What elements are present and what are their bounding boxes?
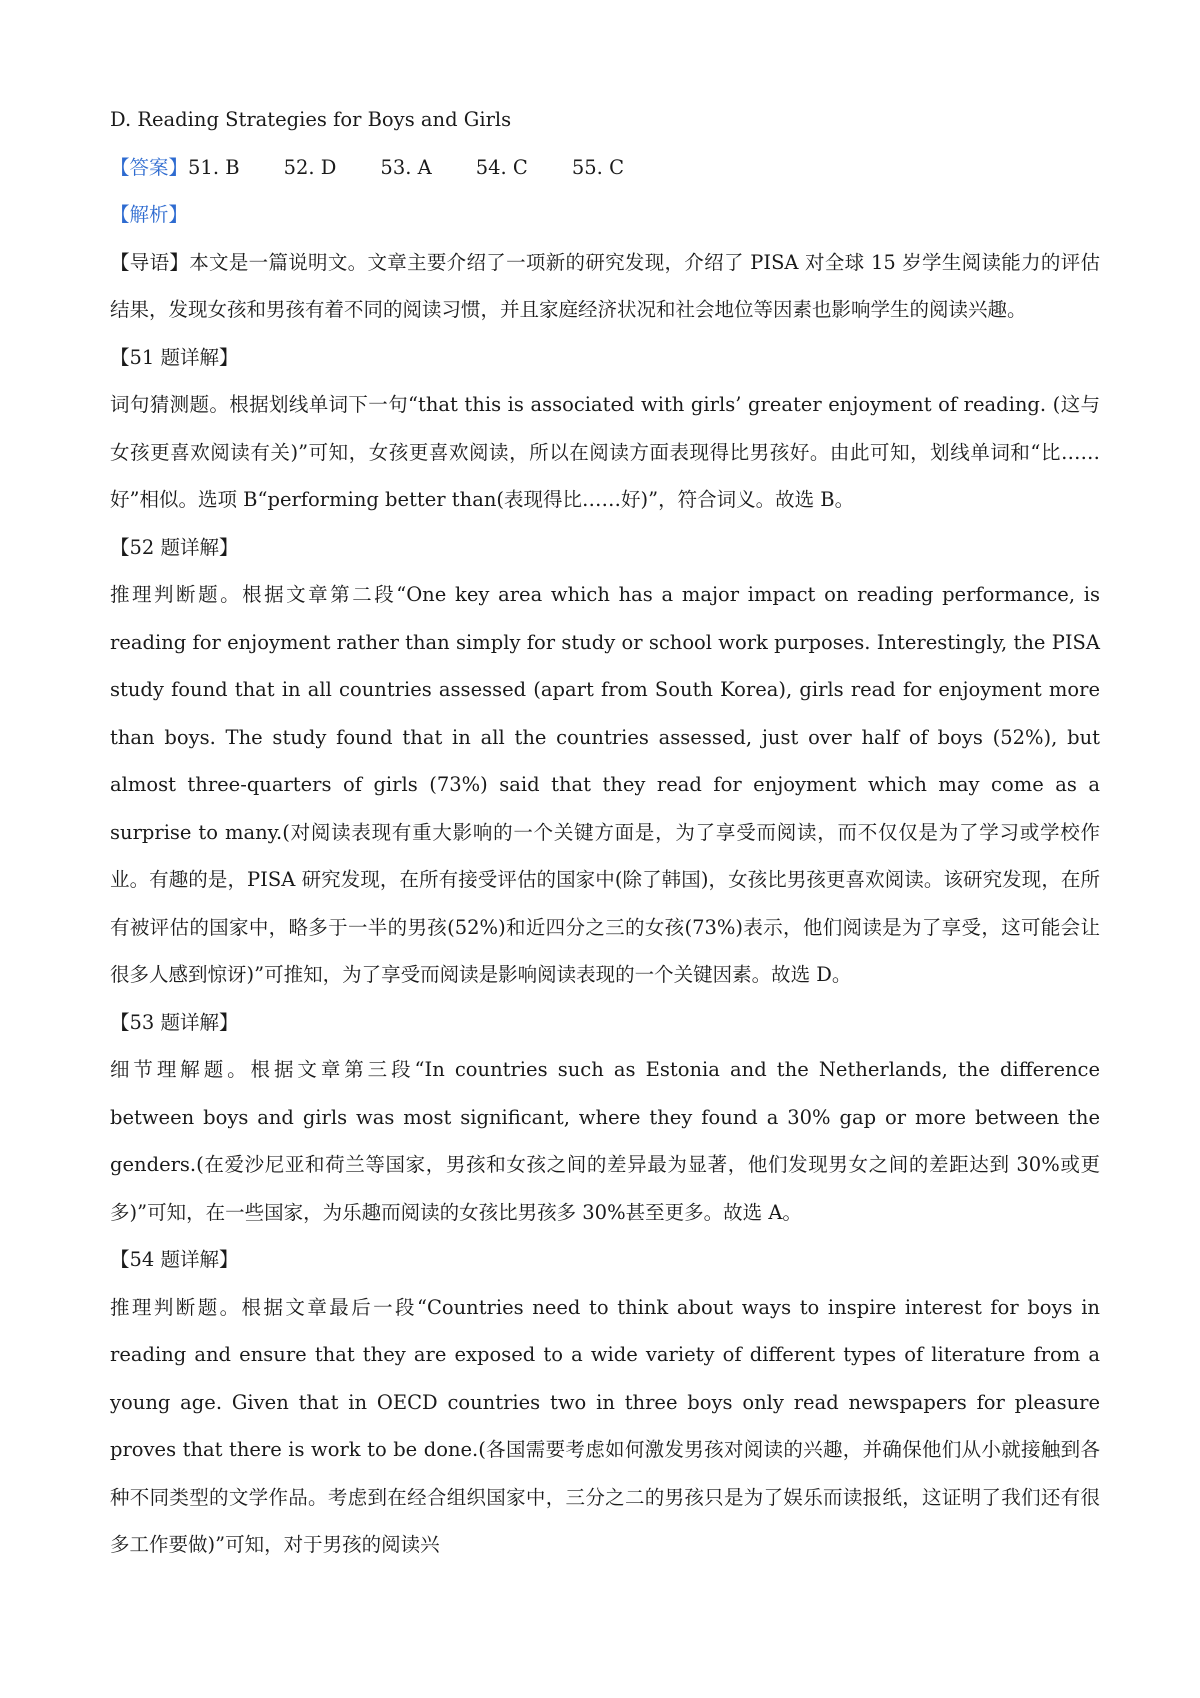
answer-55: 55. C (571, 155, 624, 179)
q51-heading: 【51 题详解】 (110, 345, 239, 369)
q52-heading: 【52 题详解】 (110, 535, 239, 559)
answer-label: 【答案】 (110, 155, 189, 179)
answer-51: 51. B (188, 155, 240, 179)
q51-explanation: 词句猜测题。根据划线单词下一句“that this is associated with girls’ greater enjoyment of reading. (这与女孩更喜欢阅读有关)”可知，女孩更喜欢阅读，所以在阅读方面表现得比男孩好。由此可知，划线单词和“比……好”相似。选项 B“performing better than(表现得比……好)”，符合词义。故选 B。 (110, 393, 1100, 511)
document-page (110, 96, 1100, 1569)
q53-heading: 【53 题详解】 (110, 1010, 239, 1034)
answer-52: 52. D (283, 155, 337, 179)
answer-53: 53. A (380, 155, 432, 179)
analysis-label: 【解析】 (110, 203, 189, 226)
answer-54: 54. C (475, 155, 528, 179)
answer-line (110, 144, 1100, 192)
q52-explanation: 推理判断题。根据文章第二段“One key area which has a major impact on reading performance, is reading for enjoyment rather than simply for study or school work purposes. Interestingly, the PISA study found that in all countries assessed (apart from South Korea), girls read for enjoyment more than boys. The study found that in all the countries assessed, just over half of boys (52%), but almost three-quarters of girls (73%) said that they read for enjoyment which may come as a surprise to many.(对阅读表现有重大影响的一个关键方面是，为了享受而阅读，而不仅仅是为了学习或学校作业。有趣的是，PISA 研究发现，在所有接受评估的国家中(除了韩国)，女孩比男孩更喜欢阅读。该研究发现，在所有被评估的国家中，略多于一半的男孩(52%)和近四分之三的女孩(73%)表示，他们阅读是为了享受，这可能会让很多人感到惊讶)”可推知，为了享受而阅读是影响阅读表现的一个关键因素。故选 D。 (110, 583, 1100, 986)
option-d-text: D. Reading Strategies for Boys and Girls (110, 108, 512, 131)
q54-explanation: 推理判断题。根据文章最后一段“Countries need to think about ways to inspire interest for boys in reading and ensure that they are exposed to a wide variety of different types of literature from a young age. Given that in OECD countries two in three boys only read newspapers for pleasure proves that there is work to be done.(各国需要考虑如何激发男孩对阅读的兴趣，并确保他们从小就接触到各种不同类型的文学作品。考虑到在经合组织国家中，三分之二的男孩只是为了娱乐而读报纸，这证明了我们还有很多工作要做)”可知，对于男孩的阅读兴 (110, 1295, 1100, 1556)
q54-heading: 【54 题详解】 (110, 1248, 239, 1271)
q53-explanation: 细节理解题。根据文章第三段“In countries such as Estonia and the Netherlands, the difference between boys and girls was most significant, where they found a 30% gap or more between the genders.(在爱沙尼亚和荷兰等国家，男孩和女孩之间的差异最为显著，他们发现男女之间的差距达到 30%或更多)”可知，在一些国家，为乐趣而阅读的女孩比男孩多 30%甚至更多。故选 A。 (110, 1058, 1100, 1224)
intro-paragraph: 【导语】本文是一篇说明文。文章主要介绍了一项新的研究发现，介绍了 PISA 对全球 15 岁学生阅读能力的评估结果，发现女孩和男孩有着不同的阅读习惯，并且家庭经济状况和社会地位等因素也影响学生的阅读兴趣。 (110, 250, 1100, 321)
